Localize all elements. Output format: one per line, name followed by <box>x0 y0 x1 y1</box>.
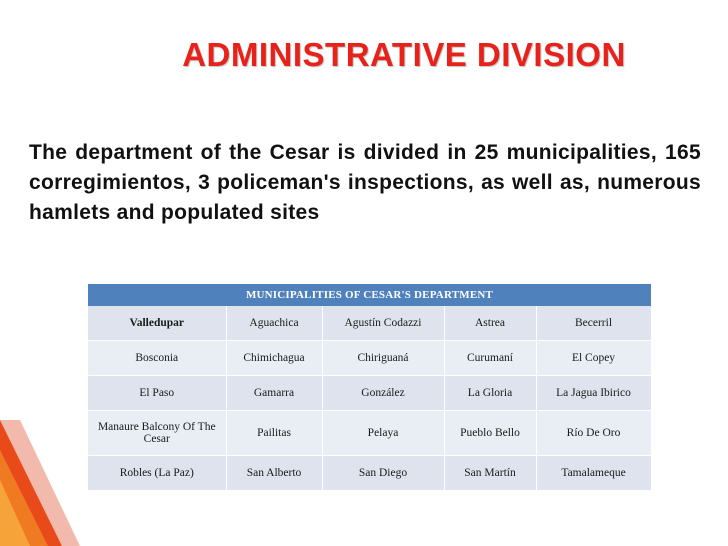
table-cell: Bosconia <box>88 341 226 376</box>
table-cell: Pueblo Bello <box>444 411 536 456</box>
table-cell: La Gloria <box>444 376 536 411</box>
table-cell: Chiriguaná <box>322 341 444 376</box>
slide-title: ADMINISTRATIVE DIVISION <box>182 36 626 73</box>
table-cell: Gamarra <box>226 376 322 411</box>
table-cell: Chimichagua <box>226 341 322 376</box>
table-cell: Pailitas <box>226 411 322 456</box>
table-cell: San Alberto <box>226 456 322 491</box>
slide-body-text: The department of the Cesar is divided in 25 municipalities, 165 corregimientos, 3 policeman's inspections, as well as, numerous hamlets and populated sites <box>29 141 701 224</box>
table-cell: Tamalameque <box>536 456 651 491</box>
table-row <box>88 411 651 456</box>
table-cell: Río De Oro <box>536 411 651 456</box>
table-cell: González <box>322 376 444 411</box>
table-cell: Astrea <box>444 306 536 341</box>
table-cell: El Paso <box>88 376 226 411</box>
municipalities-table <box>88 284 651 491</box>
table-header: MUNICIPALITIES OF CESAR'S DEPARTMENT <box>88 284 651 306</box>
table-cell: San Diego <box>322 456 444 491</box>
table-cell: Curumaní <box>444 341 536 376</box>
table-cell: El Copey <box>536 341 651 376</box>
table-cell: Pelaya <box>322 411 444 456</box>
table-cell: Agustín Codazzi <box>322 306 444 341</box>
table-cell: Robles (La Paz) <box>88 456 226 491</box>
decorative-corner-shapes <box>0 420 92 546</box>
table-cell: Valledupar <box>88 306 226 341</box>
table-cell: Becerril <box>536 306 651 341</box>
table-cell: San Martín <box>444 456 536 491</box>
table-cell: Manaure Balcony Of The Cesar <box>88 411 226 456</box>
table-row <box>88 341 651 376</box>
table-cell: Aguachica <box>226 306 322 341</box>
table-row <box>88 306 651 341</box>
table-cell: La Jagua Ibirico <box>536 376 651 411</box>
table-row <box>88 456 651 491</box>
table-row <box>88 376 651 411</box>
